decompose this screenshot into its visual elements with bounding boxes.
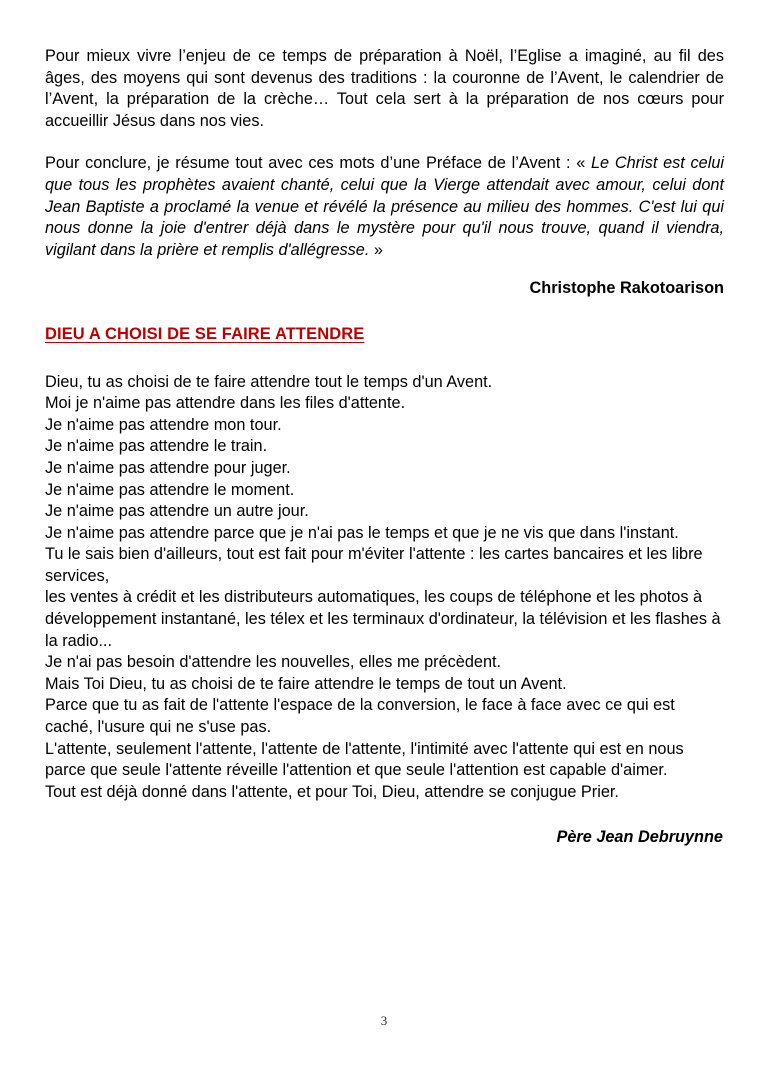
intro-paragraph-2 — [45, 153, 724, 261]
poem-line: Je n'aime pas attendre un autre jour. — [45, 502, 309, 521]
poem-line: Tu le sais bien d'ailleurs, tout est fait pour m'éviter l'attente : les cartes bancaires et les libre services, — [45, 545, 703, 585]
poem-line: Moi je n'aime pas attendre dans les files d'attente. — [45, 394, 406, 413]
poem-heading: DIEU A CHOISI DE SE FAIRE ATTENDRE — [45, 324, 365, 343]
poem-line: Mais Toi Dieu, tu as choisi de te faire attendre le temps de tout un Avent. — [45, 674, 567, 693]
page-content — [45, 46, 724, 849]
poem-line: les ventes à crédit et les distributeurs automatiques, les coups de téléphone et les photos à développement instantané, les télex et les terminaux d'ordinateur, la télévision et les flashes à la radio... — [45, 588, 721, 650]
poem-body — [45, 372, 724, 804]
poem-line: Tout est déjà donné dans l'attente, et pour Toi, Dieu, attendre se conjugue Prier. — [45, 782, 619, 801]
poem-signature: Père Jean Debruynne — [556, 828, 723, 847]
poem-line: Parce que tu as fait de l'attente l'espace de la conversion, le face à face avec ce qui est caché, l'usure qui ne s'use pas. — [45, 696, 675, 737]
intro-paragraph-2-tail: » — [369, 240, 383, 259]
poem-line: Je n'aime pas attendre parce que je n'ai pas le temps et que je ne vis que dans l'instant. — [45, 523, 679, 542]
intro-paragraph-1: Pour mieux vivre l’enjeu de ce temps de préparation à Noël, l’Eglise a imaginé, au fil des âges, des moyens qui sont devenus des traditions : la couronne de l’Avent, le calendrier de l’Avent, la préparation de la crèche… Tout cela sert à la préparation de nos cœurs pour accueillir Jésus dans nos vies. — [45, 47, 724, 130]
poem-line: Je n'aime pas attendre le train. — [45, 437, 268, 456]
page-number: 3 — [380, 1013, 388, 1028]
poem-line: L'attente, seulement l'attente, l'attente de l'attente, l'intimité avec l'attente qui est en nous parce que seule l'attente réveille l'attention et que seule l'attention est capable d'aimer. — [45, 739, 684, 780]
poem-line: Je n'aime pas attendre pour juger. — [45, 458, 291, 477]
poem-line: Je n'aime pas attendre mon tour. — [45, 415, 282, 434]
advent-preface-quote: Le Christ est celui que tous les prophètes avaient chanté, celui que la Vierge attendait avec amour, celui dont Jean Baptiste a proclamé la venue et révélé la présence au milieu des hommes. C'est lui qui nous donne la joie d'entrer déjà dans le mystère pour qu'il nous trouve, quand il viendra, vigilant dans la prière et remplis d'allégresse. — [45, 154, 724, 259]
poem-line: Dieu, tu as choisi de te faire attendre tout le temps d'un Avent. — [45, 372, 493, 391]
poem-line: Je n'ai pas besoin d'attendre les nouvelles, elles me précèdent. — [45, 653, 502, 672]
intro-paragraph-2-lead: Pour conclure, je résume tout avec ces mots d’une Préface de l’Avent : « — [45, 154, 591, 173]
paragraph-spacer — [45, 132, 724, 153]
author-byline: Christophe Rakotoarison — [529, 279, 724, 298]
poem-line: Je n'aime pas attendre le moment. — [45, 480, 295, 499]
